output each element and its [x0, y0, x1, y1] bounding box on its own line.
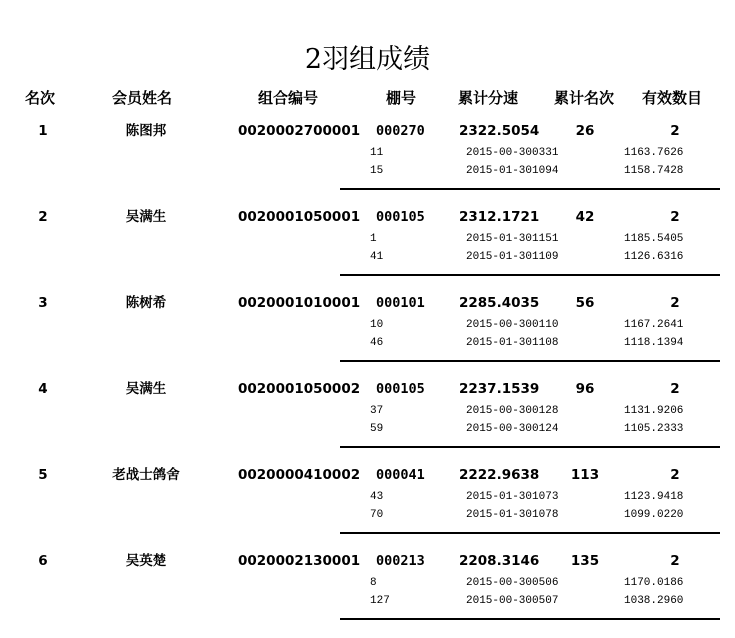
detail-place: 59 [370, 423, 384, 435]
valid-count: 2 [670, 295, 680, 311]
rank-value: 3 [38, 295, 48, 311]
detail-speed: 1185.5405 [624, 233, 684, 245]
valid-count: 2 [670, 209, 680, 225]
valid-count: 2 [670, 381, 680, 397]
detail-speed: 1170.0186 [624, 577, 684, 589]
detail-place: 37 [370, 405, 384, 417]
detail-ring: 2015-01-301151 [466, 233, 559, 245]
valid-count: 2 [670, 123, 680, 139]
member-name: 陈树希 [125, 295, 167, 311]
header-rank: 名次 [25, 89, 56, 107]
detail-place: 41 [370, 251, 384, 263]
member-name: 陈图邦 [125, 123, 167, 139]
member-name: 吴英楚 [125, 553, 167, 569]
detail-place: 46 [370, 337, 384, 349]
group-number: 0020001050002 [238, 381, 361, 397]
group-divider [340, 446, 720, 448]
detail-place: 127 [370, 595, 390, 607]
result-group [0, 122, 735, 208]
rank-value: 5 [38, 467, 48, 483]
group-divider [340, 360, 720, 362]
detail-place: 10 [370, 319, 384, 331]
shed-number: 000105 [376, 381, 425, 397]
cumulative-speed: 2285.4035 [459, 295, 540, 311]
header-valid: 有效数目 [642, 89, 703, 107]
cumulative-speed: 2208.3146 [459, 553, 540, 569]
valid-count: 2 [670, 553, 680, 569]
header-group-no: 组合编号 [258, 89, 319, 107]
header-speed: 累计分速 [458, 89, 519, 107]
shed-number: 000270 [376, 123, 425, 139]
rank-value: 4 [38, 381, 48, 397]
detail-place: 70 [370, 509, 384, 521]
detail-speed: 1167.2641 [624, 319, 684, 331]
cumulative-speed: 2237.1539 [459, 381, 540, 397]
rank-value: 2 [38, 209, 48, 225]
result-group [0, 208, 735, 294]
member-name: 吴满生 [125, 381, 167, 397]
detail-ring: 2015-00-300506 [466, 577, 559, 589]
detail-speed: 1163.7626 [624, 147, 684, 159]
group-divider [340, 618, 720, 620]
rank-value: 6 [38, 553, 48, 569]
shed-number: 000041 [376, 467, 425, 483]
group-divider [340, 532, 720, 534]
shed-number: 000213 [376, 553, 425, 569]
detail-ring: 2015-00-300110 [466, 319, 559, 331]
header-cum-rank: 累计名次 [554, 89, 615, 107]
detail-speed: 1038.2960 [624, 595, 684, 607]
detail-place: 11 [370, 147, 384, 159]
detail-ring: 2015-00-300128 [466, 405, 559, 417]
detail-place: 15 [370, 165, 384, 177]
detail-speed: 1131.9206 [624, 405, 684, 417]
cumulative-speed: 2312.1721 [459, 209, 540, 225]
shed-number: 000101 [376, 295, 425, 311]
member-name: 吴满生 [125, 209, 167, 225]
detail-ring: 2015-00-300124 [466, 423, 559, 435]
header-shed: 棚号 [386, 89, 417, 107]
detail-place: 1 [370, 233, 377, 245]
group-number: 0020002700001 [238, 123, 361, 139]
detail-speed: 1099.0220 [624, 509, 684, 521]
group-divider [340, 188, 720, 190]
cumulative-speed: 2322.5054 [459, 123, 540, 139]
detail-ring: 2015-01-301073 [466, 491, 559, 503]
cumulative-rank: 113 [570, 467, 600, 483]
cumulative-rank: 26 [575, 123, 595, 139]
header-member: 会员姓名 [112, 89, 173, 107]
group-number: 0020000410002 [238, 467, 361, 483]
result-group [0, 294, 735, 380]
detail-ring: 2015-01-301109 [466, 251, 559, 263]
group-number: 0020001050001 [238, 209, 361, 225]
result-group [0, 552, 735, 638]
detail-speed: 1118.1394 [624, 337, 684, 349]
group-number: 0020002130001 [238, 553, 361, 569]
cumulative-rank: 56 [575, 295, 595, 311]
detail-ring: 2015-01-301108 [466, 337, 559, 349]
cumulative-rank: 135 [570, 553, 600, 569]
detail-place: 8 [370, 577, 377, 589]
result-group [0, 380, 735, 466]
group-divider [340, 274, 720, 276]
detail-ring: 2015-01-301094 [466, 165, 559, 177]
shed-number: 000105 [376, 209, 425, 225]
cumulative-rank: 96 [575, 381, 595, 397]
member-name: 老战士鸽舍 [112, 467, 180, 483]
cumulative-rank: 42 [575, 209, 595, 225]
rank-value: 1 [38, 123, 48, 139]
group-number: 0020001010001 [238, 295, 361, 311]
detail-speed: 1158.7428 [624, 165, 684, 177]
detail-ring: 2015-00-300507 [466, 595, 559, 607]
detail-speed: 1126.6316 [624, 251, 684, 263]
detail-place: 43 [370, 491, 384, 503]
detail-speed: 1105.2333 [624, 423, 684, 435]
detail-ring: 2015-01-301078 [466, 509, 559, 521]
valid-count: 2 [670, 467, 680, 483]
detail-ring: 2015-00-300331 [466, 147, 559, 159]
detail-speed: 1123.9418 [624, 491, 684, 503]
result-group [0, 466, 735, 552]
cumulative-speed: 2222.9638 [459, 467, 540, 483]
page-title: 2羽组成绩 [304, 44, 431, 75]
